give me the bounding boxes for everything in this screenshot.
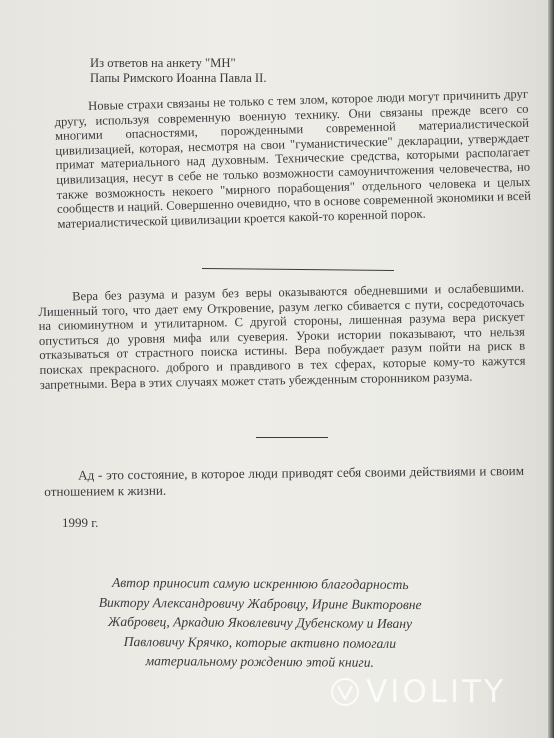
acknowledgement-line: материальному рождению этой книги. xyxy=(145,653,375,670)
divider-line xyxy=(256,437,328,438)
paragraph-faith-reason: Вера без разума и разум без веры оказываются обедневшими и ослабевшими. Лишенный того, что дает ему Откровение, разум легко сбивается с пути, сосредоточась на сиюминутном и утилитарном. С другой стороны, лишенная разума вера рискует опуститься до уровня мифа или суеверия. Уроки истории показывают, что нельзя отказываться от страстного поиска истины. Вера побуждает разум пойти на риск в поисках прекрасного. доброго и правдивого в тех сферах, которые кому-то кажутся запретными. Вера в этих случаях может стать убежденным сторонником разума. xyxy=(38,280,526,392)
divider-line xyxy=(202,268,394,271)
year-label: 1999 г. xyxy=(62,515,99,530)
violity-watermark xyxy=(330,674,506,710)
watermark-text: VIOLITY xyxy=(366,674,507,710)
page-edge-shadow xyxy=(548,0,554,738)
acknowledgement-line: Виктору Александровичу Жабровцу, Ирине Викторовне xyxy=(98,594,422,612)
acknowledgement-line: Автор приносит самую искреннюю благодарность xyxy=(111,574,409,593)
heading-line: Папы Римского Иоанна Павла II. xyxy=(90,70,267,85)
paragraph-fears: Новые страхи связаны не только с тем злом, которое люди могут причинить друг другу, используя современную военную технику. Они связаны прежде всего со многими опасностями, порожденными современной материалистической цивилизацией, которая, несмотря на свои "гуманистические" декларации, утверждает примат материального над духовным. Технические средства, которыми располагает цивилизация, несут в себе не только возможности самоуничтожения человечества, но также возможность некоего "мирного порабощения" отдельного человека и целых сообществ и наций. Совершенно очевидно, что в основе современной экономики и всей материалистической цивилизации кроется какой-то коренной порок. xyxy=(54,86,532,231)
violity-logo-icon xyxy=(330,677,360,707)
paragraph-hell: Ад - это состояние, в которое люди приводят себя своими действиями и своим отношением к жизни. xyxy=(44,462,525,499)
page-heading xyxy=(90,56,266,85)
acknowledgement-line: Павловичу Крячко, которые активно помогали xyxy=(123,633,397,651)
heading-line: Из ответов на анкету "МН" xyxy=(90,56,236,70)
acknowledgement-block xyxy=(60,573,461,673)
acknowledgement-line: Жабровец, Аркадию Яковлевичу Дубенскому и Ивану xyxy=(107,613,413,632)
